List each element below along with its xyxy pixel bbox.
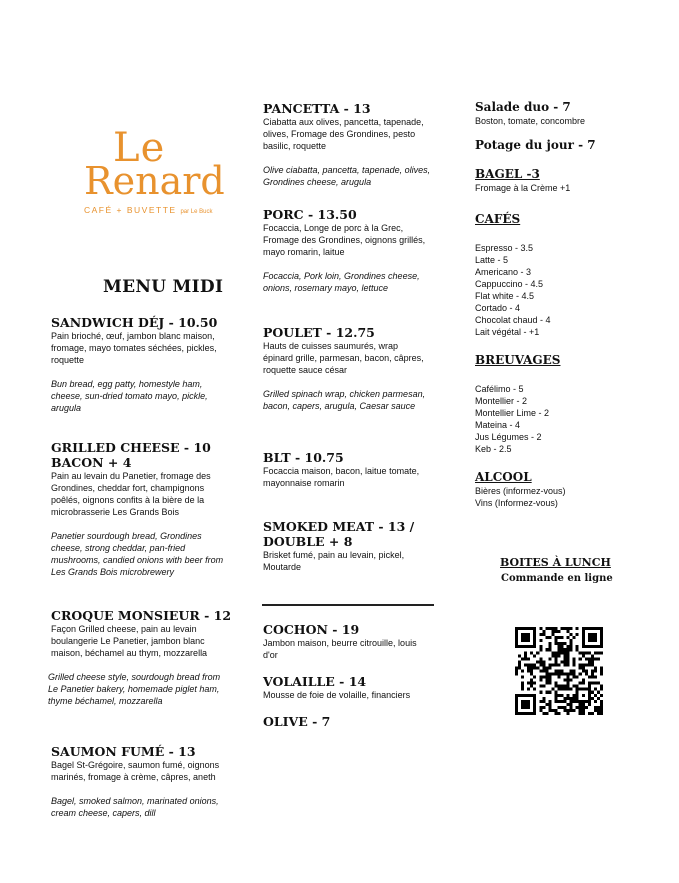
- section-divider: [262, 604, 434, 606]
- list-item: Americano - 3: [475, 267, 532, 277]
- list-item: Chocolat chaud - 4: [475, 315, 551, 325]
- menu-item-porc: [263, 207, 438, 294]
- menu-item-salade-duo: [475, 100, 655, 127]
- menu-item-sandwich-dej: [51, 315, 231, 414]
- logo-le: Le: [113, 125, 166, 171]
- item-title: SAUMON FUMÉ - 13: [51, 744, 196, 759]
- list-item: Keb - 2.5: [475, 444, 512, 454]
- item-desc: Façon Grilled cheese, pain au levain boulangerie Le Panetier, jambon blanc maison, béchamel au thym, mozzarella: [51, 624, 208, 658]
- item-title: Salade duo - 7: [475, 100, 571, 114]
- item-desc-en: Olive ciabatta, pancetta, tapenade, olives, Grondines cheese, arugula: [263, 165, 431, 187]
- list-item: Montellier - 2: [475, 396, 528, 406]
- lunch-box-title: BOITES À LUNCH: [500, 556, 611, 569]
- list-item: Espresso - 3.5: [475, 243, 534, 253]
- list-item: Montellier Lime - 2: [475, 408, 550, 418]
- menu-item-pancetta: [263, 101, 433, 188]
- logo-subtitle-text: CAFÉ + BUVETTE: [84, 205, 177, 215]
- item-desc: Pain au levain du Panetier, fromage des Grondines, cheddar fort, champignons poêlés, oignons confits à la bière de la microbrasserie Les Grands Bois: [51, 471, 211, 517]
- item-title: OLIVE - 7: [263, 714, 331, 729]
- item-desc-en: Bun bread, egg patty, homestyle ham, cheese, sun-dried tomato mayo, pickle, arugula: [51, 379, 208, 413]
- price-list: [475, 383, 655, 455]
- qr-code-icon[interactable]: [515, 627, 603, 715]
- menu-item-bagel: [475, 167, 655, 194]
- item-desc-en: Focaccia, Pork loin, Grondines cheese, onions, rosemary mayo, lettuce: [263, 271, 420, 293]
- list-item: Flat white - 4.5: [475, 291, 535, 301]
- item-desc: Brisket fumé, pain au levain, pickel, Moutarde: [263, 550, 405, 572]
- item-title: BAGEL -3: [475, 167, 540, 181]
- item-title: CROQUE MONSIEUR - 12: [51, 608, 232, 623]
- item-title: VOLAILLE - 14: [263, 674, 367, 689]
- item-desc: Focaccia, Longe de porc à la Grec, Fromage des Grondines, oignons grillés, mayo romarin, laitue: [263, 223, 426, 257]
- item-desc: Ciabatta aux olives, pancetta, tapenade, olives, Fromage des Grondines, pesto basilic, roquette: [263, 117, 424, 151]
- item-title: BLT - 10.75: [263, 450, 344, 465]
- item-title: GRILLED CHEESE - 10: [51, 440, 211, 455]
- list-item: Cortado - 4: [475, 303, 521, 313]
- menu-item-blt: [263, 450, 423, 489]
- list-item: Cappuccino - 4.5: [475, 279, 544, 289]
- menu-item-potage: [475, 138, 655, 153]
- list-item: Vins (Informez-vous): [475, 498, 558, 508]
- item-desc-en: Grilled cheese style, sourdough bread from Le Panetier bakery, homemade piglet ham, thyme béchamel, mozzarella: [48, 672, 221, 706]
- section-breuvages: [475, 353, 655, 455]
- item-desc-en: Grilled spinach wrap, chicken parmesan, bacon, capers, arugula, Caesar sauce: [263, 389, 426, 411]
- item-title-extra: DOUBLE + 8: [263, 534, 353, 549]
- item-desc: Boston, tomate, concombre: [475, 116, 586, 126]
- item-desc-en: Panetier sourdough bread, Grondines cheese, strong cheddar, pan-fried mushrooms, candied onions with beer from Les Grands Bois microbrewery: [51, 531, 224, 577]
- price-list: [475, 242, 655, 338]
- item-title: COCHON - 19: [263, 622, 360, 637]
- menu-item-volaille: [263, 674, 438, 701]
- list-item: Lait végétal - +1: [475, 327, 540, 337]
- menu-item-poulet: [263, 325, 428, 412]
- item-title: POULET - 12.75: [263, 325, 375, 340]
- menu-item-croque-monsieur: [48, 608, 232, 707]
- price-list: [475, 485, 655, 509]
- list-item: Mateina - 4: [475, 420, 521, 430]
- logo-renard: Renard: [84, 159, 225, 203]
- item-title: PORC - 13.50: [263, 207, 357, 222]
- list-item: Bières (informez-vous): [475, 486, 566, 496]
- section-title: BREUVAGES: [475, 353, 561, 367]
- menu-item-cochon: [263, 622, 433, 661]
- item-desc: Bagel St-Grégoire, saumon fumé, oignons marinés, fromage à crème, câpres, aneth: [51, 760, 220, 782]
- list-item: Cafélimo - 5: [475, 384, 524, 394]
- menu-item-saumon-fume: [51, 744, 221, 819]
- menu-title: MENU MIDI: [103, 277, 224, 297]
- menu-item-grilled-cheese: [51, 440, 231, 578]
- item-title: SMOKED MEAT - 13 /: [263, 519, 415, 534]
- menu-item-olive: [263, 714, 433, 729]
- item-desc-en: Bagel, smoked salmon, marinated onions, cream cheese, capers, dill: [51, 796, 219, 818]
- item-desc: Hauts de cuisses saumurés, wrap épinard grille, parmesan, bacon, câpres, roquette sauce césar: [263, 341, 424, 375]
- item-title: SANDWICH DÉJ - 10.50: [51, 315, 218, 330]
- list-item: Latte - 5: [475, 255, 509, 265]
- section-title: ALCOOL: [475, 470, 532, 484]
- list-item: Jus Légumes - 2: [475, 432, 542, 442]
- section-alcool: [475, 470, 655, 509]
- logo-by: par Le Buck: [180, 209, 213, 215]
- item-desc: Jambon maison, beurre citrouille, louis d'or: [263, 638, 417, 660]
- item-desc: Mousse de foie de volaille, financiers: [263, 690, 411, 700]
- logo-subtitle: [84, 205, 212, 215]
- section-cafes: [475, 212, 655, 338]
- section-title: CAFÉS: [475, 212, 521, 226]
- item-title: Potage du jour - 7: [475, 138, 596, 152]
- menu-item-smoked-meat: [263, 519, 433, 573]
- item-desc: Pain brioché, œuf, jambon blanc maison, fromage, mayo tomates séchées, pickles, roquette: [51, 331, 217, 365]
- item-title-extra: BACON + 4: [51, 455, 132, 470]
- item-desc: Fromage à la Crème +1: [475, 183, 571, 193]
- lunch-box-subtitle[interactable]: Commande en ligne: [501, 573, 613, 584]
- item-desc: Focaccia maison, bacon, laitue tomate, mayonnaise romarin: [263, 466, 420, 488]
- item-title: PANCETTA - 13: [263, 101, 371, 116]
